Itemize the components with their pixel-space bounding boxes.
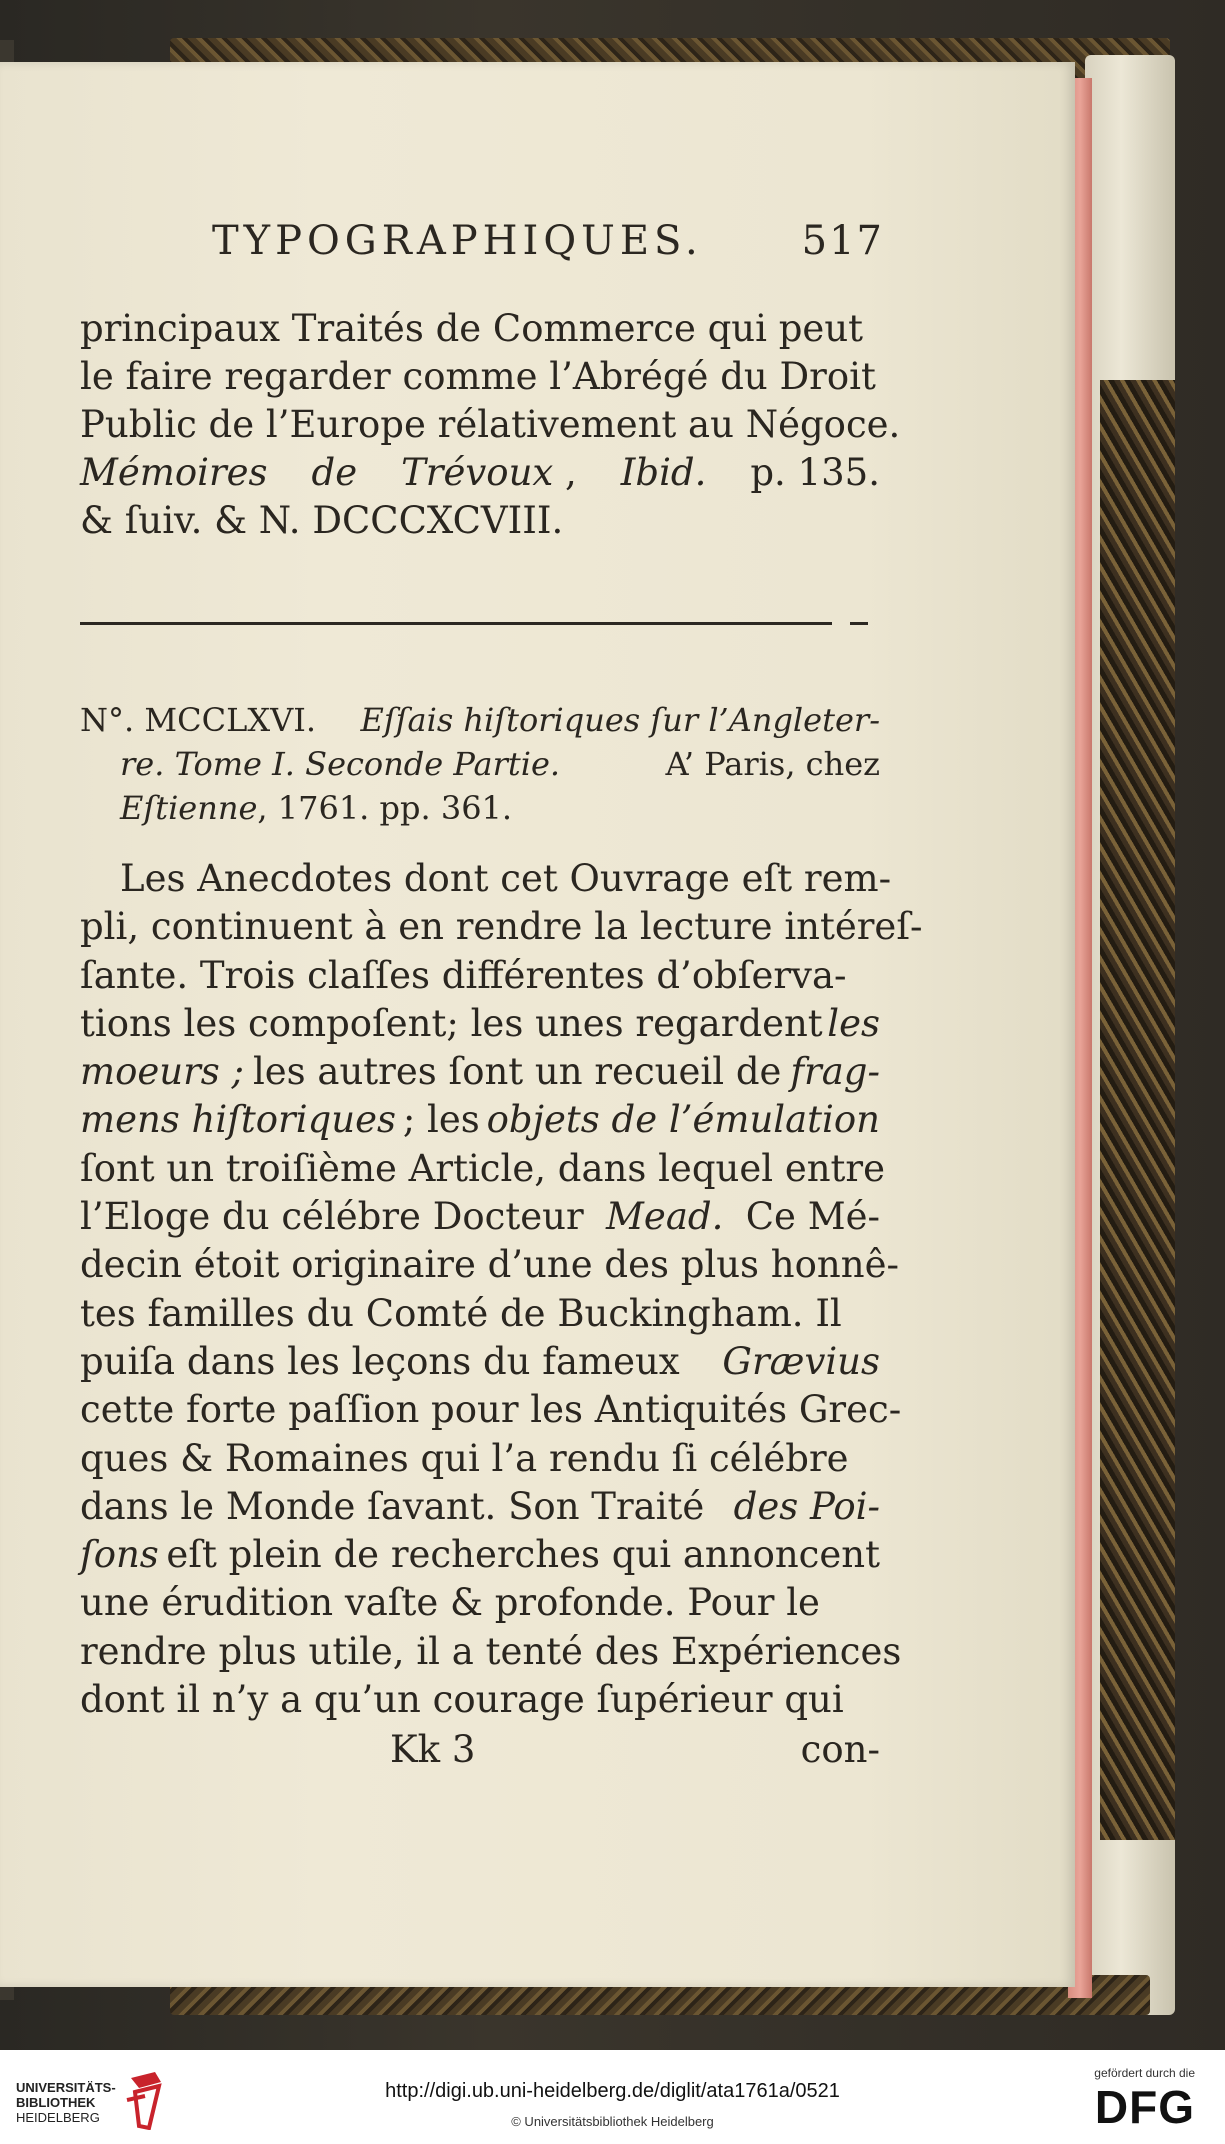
permalink-url[interactable]: http://digi.ub.uni-heidelberg.de/diglit/ata1761a/0521 bbox=[385, 2080, 840, 2102]
header-title: TYPOGRAPHIQUES. bbox=[212, 218, 703, 264]
text-line: mens hiſtoriques ; les objets de l’émulation bbox=[80, 1098, 880, 1142]
text-line: moeurs ; les autres ſont un recueil de frag- bbox=[80, 1050, 880, 1094]
running-header bbox=[212, 218, 884, 278]
text-line: l’Eloge du célébre Docteur Mead. Ce Mé- bbox=[80, 1195, 880, 1239]
section-rule-end bbox=[850, 622, 868, 625]
text-line: tions les compoſent; les unes regardent les bbox=[80, 1001, 880, 1045]
text-line: dont il n’y a qu’un courage ſupérieur qui bbox=[80, 1678, 844, 1722]
entry-number: N°. MCCLXVI. bbox=[80, 701, 317, 739]
dfg-logo: DFG bbox=[1094, 2081, 1195, 2133]
text-line: tes familles du Comté de Buckingham. Il bbox=[80, 1291, 842, 1335]
text-line: & ſuiv. & N. DCCCXCVIII. bbox=[80, 499, 564, 542]
section-rule bbox=[80, 622, 832, 625]
catchword: con- bbox=[800, 1728, 880, 1771]
text-line: ſante. Trois claſſes différentes d’obſerva- bbox=[80, 953, 847, 997]
text-line: ſont un troiſième Article, dans lequel entre bbox=[80, 1146, 886, 1190]
signature-mark: Kk 3 bbox=[390, 1728, 476, 1771]
text-line: Les Anecdotes dont cet Ouvrage eſt rem- bbox=[120, 857, 892, 900]
text-line: principaux Traités de Commerce qui peut bbox=[80, 307, 864, 350]
funding-label: gefördert durch die bbox=[1094, 2066, 1195, 2080]
viewer-footer-bar bbox=[0, 2050, 1225, 2144]
entry-body bbox=[80, 855, 923, 1724]
text-line: ſons eſt plein de recherches qui annoncent bbox=[80, 1533, 880, 1577]
text-line: cette forte paſſion pour les Antiquités Grec- bbox=[80, 1388, 902, 1432]
page-number: 517 bbox=[801, 218, 884, 264]
text-line: puiſa dans les leçons du fameux Grævius bbox=[80, 1339, 880, 1383]
text-line: dans le Monde ſavant. Son Traité des Poi- bbox=[80, 1484, 880, 1528]
text-line: une érudition vaſte & profonde. Pour le bbox=[80, 1581, 820, 1625]
book-cover-right bbox=[1100, 380, 1175, 1840]
page-footer bbox=[80, 1728, 880, 1778]
text-line: rendre plus utile, il a tenté des Expériences bbox=[80, 1629, 902, 1673]
paragraph-continuation bbox=[80, 305, 901, 545]
text-line: Mémoires de Trévoux , Ibid. p. 135. bbox=[80, 451, 880, 494]
entry-line: re. Tome I. Seconde Partie. A’ Paris, chez bbox=[120, 745, 880, 783]
text-line: decin étoit originaire d’une des plus honnê- bbox=[80, 1243, 899, 1287]
text-line: pli, continuent à en rendre la lecture intéreſ- bbox=[80, 905, 923, 949]
text-line: le faire regarder comme l’Abrégé du Droit bbox=[80, 355, 876, 398]
text-line: ques & Romaines qui l’a rendu ſi célébre bbox=[80, 1436, 849, 1480]
copyright-notice: © Universitätsbibliothek Heidelberg bbox=[511, 2114, 714, 2129]
entry-title: Eſſais hiſtoriques ſur l’Angleter- bbox=[360, 701, 880, 739]
entry-line: Eſtienne, 1761. pp. 361. bbox=[120, 789, 513, 827]
entry-heading bbox=[80, 698, 880, 830]
library-logo-text: UNIVERSITÄTS- BIBLIOTHEK HEIDELBERG bbox=[16, 2080, 116, 2125]
entry-line bbox=[80, 698, 880, 742]
text-line: Public de l’Europe rélativement au Négoce. bbox=[80, 403, 901, 446]
